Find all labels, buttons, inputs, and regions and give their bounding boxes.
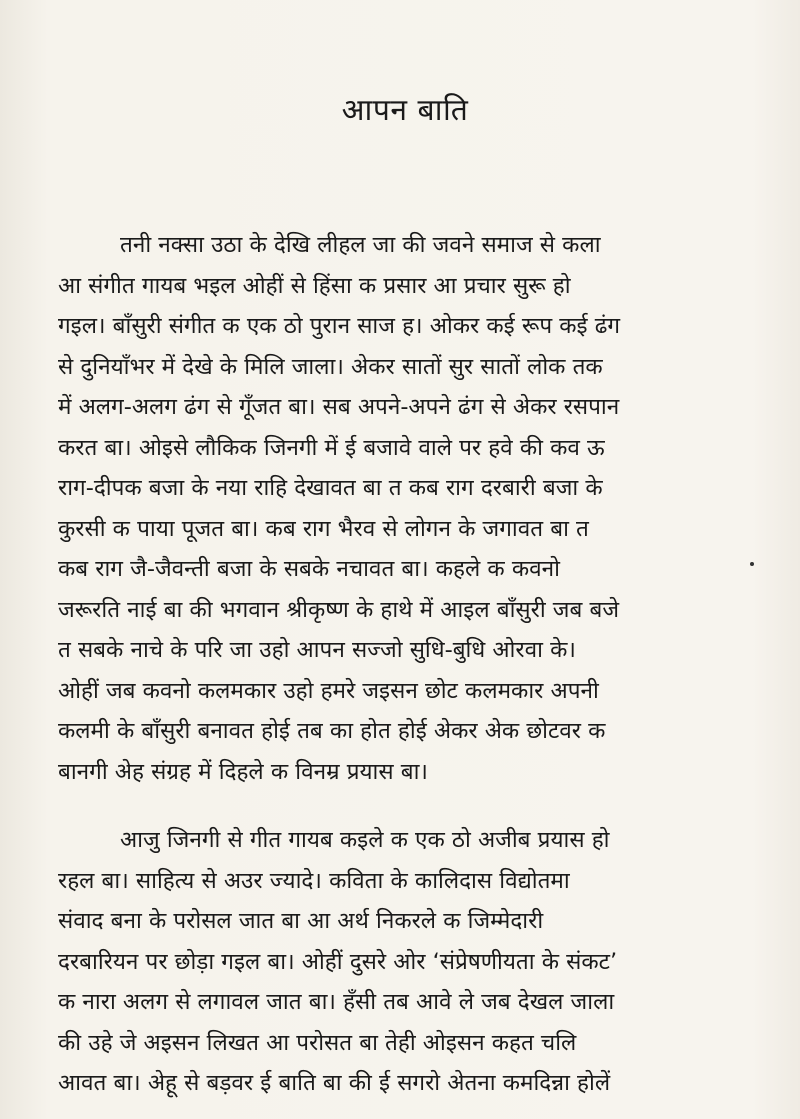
paragraph-1 xyxy=(58,225,752,792)
text-line: त सबके नाचे के परि जा उहो आपन सज्जो सुधि-बुधि ओरवा के। xyxy=(58,637,576,663)
text-line: संवाद बना के परोसल जात बा आ अर्थ निकरले क जिम्मेदारी xyxy=(58,908,544,934)
text-line: जरूरति नाई बा की भगवान श्रीकृष्ण के हाथे में आइल बाँसुरी जब बजे xyxy=(58,596,620,623)
text-line: की उहे जे अइसन लिखत आ परोसत बा तेही ओइसन कहत चलि xyxy=(58,1029,577,1056)
text-line: कलमी के बाँसुरी बनावत होई तब का होत होई अेकर अेक छोटवर क xyxy=(58,718,606,744)
text-line: से दुनियाँभर में देखे के मिलि जाला। अेकर सातों सुर सातों लोक तक xyxy=(58,353,603,380)
text-line: करत बा। ओइसे लौकिक जिनगी में ई बजावे वाले पर हवे की कव ऊ xyxy=(58,434,605,461)
text-line: रहल बा। साहित्य से अउर ज्यादे। कविता के कालिदास विद्योतमा xyxy=(58,867,570,894)
text-line: तनी नक्सा उठा के देखि लीहल जा की जवने समाज से कला xyxy=(120,232,601,258)
paragraph-2 xyxy=(58,820,752,1104)
text-line: ओहीं जब कवनो कलमकार उहो हमरे जइसन छोट कलमकार अपनी xyxy=(58,677,599,704)
page-title: आपन बाति xyxy=(341,93,469,128)
text-line: आ संगीत गायब भइल ओहीं से हिंसा क प्रसार आ प्रचार सुरू हो xyxy=(58,272,571,299)
text-line: कुरसी क पाया पूजत बा। कब राग भैरव से लोगन के जगावत बा त xyxy=(58,515,589,542)
text-line: आवत बा। अेहू से बड़वर ई बाति बा की ई सगरो अेतना कमदिन्ना होलें xyxy=(58,1070,611,1096)
text-line: दरबारियन पर छोड़ा गइल बा। ओहीं दुसरे ओर ‘संप्रेषणीयता के संकट’ xyxy=(58,948,618,975)
text-line: कब राग जै-जैवन्ती बजा के सबके नचावत बा। कहले क कवनो xyxy=(58,556,560,582)
text-line: राग-दीपक बजा के नया राहि देखावत बा त कब राग दरबारी बजा के xyxy=(58,475,603,501)
ink-speck xyxy=(750,562,754,566)
text-line: बानगी अेह संग्रह में दिहले क विनम्र प्रयास बा। xyxy=(58,758,428,785)
text-line: गइल। बाँसुरी संगीत क एक ठो पुरान साज ह। ओकर कई रूप कई ढंग xyxy=(58,313,621,339)
text-line: आजु जिनगी से गीत गायब कइले क एक ठो अजीब प्रयास हो xyxy=(120,827,610,853)
text-line: क नारा अलग से लगावल जात बा। हँसी तब आवे ले जब देखल जाला xyxy=(58,989,615,1015)
text-line: में अलग-अलग ढंग से गूँजत बा। सब अपने-अपने ढंग से अेकर रसपान xyxy=(58,394,620,420)
